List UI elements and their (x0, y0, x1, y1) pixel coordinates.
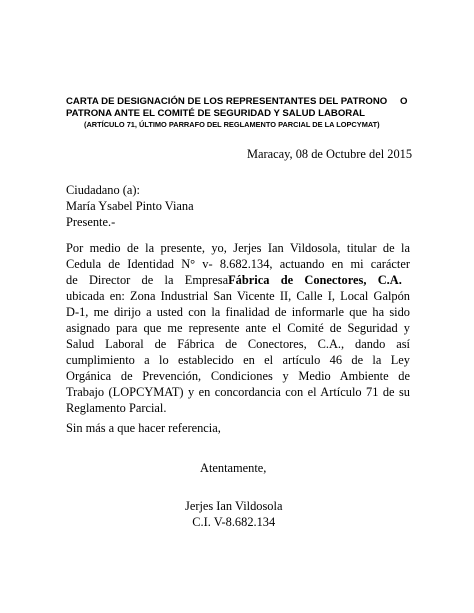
signature-name: Jerjes Ian Vildosola (185, 499, 283, 513)
body-line (66, 400, 410, 416)
body-line (66, 368, 410, 384)
body-line-text: Reglamento Parcial. (66, 401, 167, 415)
body-line-text: D-1, me dirijo a usted con la finalidad de informarle que ha sido (66, 305, 410, 319)
body-line-text (66, 272, 402, 288)
letter-title-line-2: PATRONA ANTE EL COMITÉ DE SEGURIDAD Y SALUD LABORAL (66, 108, 366, 119)
body-line-text: ubicada en: Zona Industrial San Vicente II, Calle I, Local Galpón (66, 289, 410, 303)
recipient-presente: Presente.- (66, 215, 116, 229)
body-line-text: Orgánica de Prevención, Condiciones y Medio Ambiente de (66, 369, 410, 383)
body-line (66, 352, 410, 368)
body-line (66, 304, 410, 320)
regards-line: Atentamente, (200, 461, 267, 475)
body-line-text: Salud Laboral de Fábrica de Conectores, C.A., dando así (66, 337, 410, 351)
body-line-prefix: de Director de la Empresa (66, 273, 229, 287)
letter-title-line-1-end: O (400, 96, 408, 107)
body-line (66, 320, 410, 336)
company-name: Fábrica de Conectores, C.A. (228, 273, 402, 287)
recipient-block (66, 182, 194, 230)
closing-line: Sin más a que hacer referencia, (66, 421, 221, 435)
letter-subtitle: (ARTÍCULO 71, ÚLTIMO PARRAFO DEL REGLAMENTO PARCIAL DE LA LOPCYMAT) (84, 120, 380, 129)
recipient-name: María Ysabel Pinto Viana (66, 199, 194, 213)
body-line-text: Trabajo (LOPCYMAT) y en concordancia con el Artículo 71 de su (66, 385, 410, 399)
body-line-text: cumplimiento a lo establecido en el artículo 46 de la Ley (66, 353, 410, 367)
body-line-text: Por medio de la presente, yo, Jerjes Ian Vildosola, titular de la (66, 241, 410, 255)
body-line (66, 256, 410, 272)
body-line-text: Cedula de Identidad N° v- 8.682.134, actuando en mi carácter (66, 257, 410, 271)
letter-body (66, 240, 410, 416)
body-line (66, 288, 410, 304)
letter-date: Maracay, 08 de Octubre del 2015 (247, 147, 413, 161)
signature-block (185, 498, 282, 530)
recipient-salutation: Ciudadano (a): (66, 183, 140, 197)
body-line (66, 336, 410, 352)
body-line (66, 240, 410, 256)
body-line (66, 272, 410, 288)
body-line (66, 384, 410, 400)
letter-title-line-1: CARTA DE DESIGNACIÓN DE LOS REPRESENTANTES DEL PATRONO (66, 96, 388, 107)
body-line-text: asignado para que me represente ante el Comité de Seguridad y (66, 321, 410, 335)
signature-id: C.I. V-8.682.134 (192, 515, 276, 529)
